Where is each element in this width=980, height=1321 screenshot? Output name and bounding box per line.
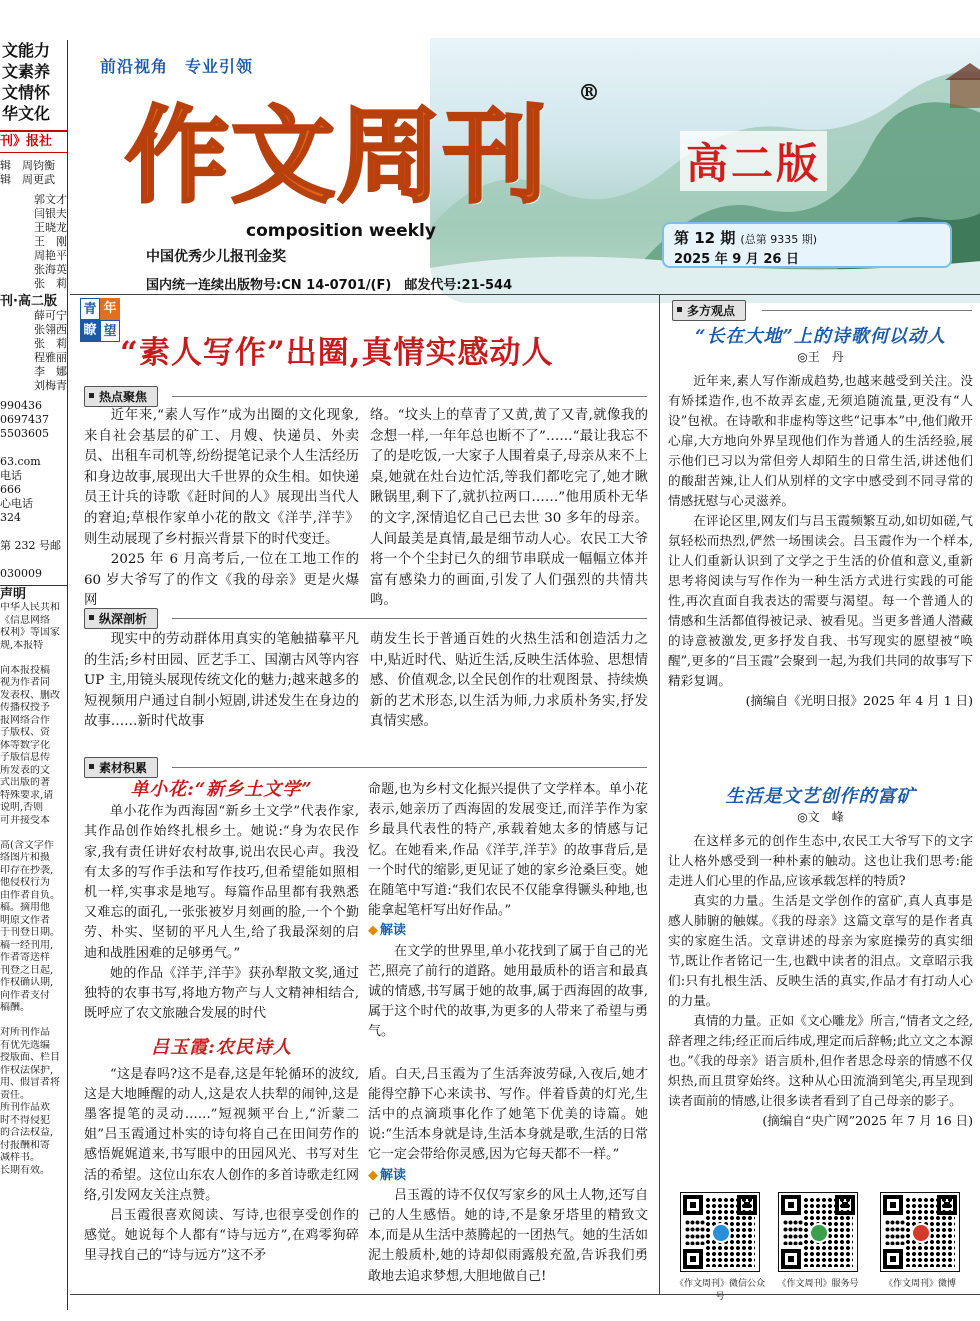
article1-source: (摘编自《光明日报》2025 年 4 月 1 日) (745, 693, 973, 708)
text-line: 郭文才 (34, 193, 67, 206)
text-line: 子版权、资 (0, 727, 50, 738)
right-article-1 (668, 322, 973, 709)
lv-yuxia-cont: 盾。白天,吕玉霞为了生活奔波劳碌,入夜后,她才能得空静下心来读书、写作。伴着昏黄的灯光,生活中的点滴琐事化作了她笔下优美的诗篇。她说:“生活本身就是诗,生活本身就是歌,生活的日常它一定会带给你灵感,因为它每天都不一样。” (368, 1066, 648, 1163)
section2-col2 (370, 630, 648, 733)
sidebar-staff-edition (0, 309, 67, 393)
text-line: 高(含文字作 (0, 839, 54, 851)
text-line: 666 (0, 483, 21, 496)
text-line (0, 827, 67, 840)
sidebar-contact (0, 399, 67, 581)
qr-code-icon (680, 1192, 760, 1272)
text-line: 王晓龙 (34, 221, 67, 234)
tag-rule (172, 767, 647, 768)
text-line: 刊登之日起, (0, 964, 54, 976)
text-line: 所刊作品欢 (0, 1102, 50, 1113)
text-line (0, 553, 67, 567)
section-tag-views (672, 300, 746, 321)
text-line: 明原文作者 (0, 914, 50, 926)
text-line: 《信息网络 (0, 614, 50, 626)
award-line: 中国优秀少儿报刊金奖 (146, 249, 286, 265)
subtitle-dan-xiaohua: 单小花:“新乡土文学” (130, 779, 313, 800)
paragraph: 真实的力量。生活是文学创作的富矿,真人真事是感人肺腑的触媒。《我的母亲》这篇文章写的是作者真实的家庭生活。文章讲述的母亲为家庭操劳的真实细节,既让作者铭记一生,也戳中读者的泪点。文章昭示我们:只有扎根生活、反映生活的真实,作品才有打动人心的力量。 (668, 893, 973, 1008)
header-divider (70, 294, 980, 295)
text-line: 式出版的著 (0, 777, 50, 788)
issn-line: 国内统一连续出版物号:CN 14-0701/(F) 邮发代号:21-544 (146, 278, 513, 293)
bottom-rule (70, 1294, 980, 1295)
text-line: 电话 (0, 469, 22, 482)
article2-author: ◎文 峰 (797, 810, 844, 824)
qr-code-icon (778, 1192, 858, 1272)
text-line: 张翎西 (34, 323, 67, 336)
paragraph: “这是春吗?这不是春,这是年轮循环的波纹,这是大地睡醒的动人,这是农人扶犁的闹钟,这是墨客提笔的灵动……”短视频平台上,“沂蒙二姐”吕玉霞通过朴实的诗句将自己在田间劳作的感悟娓娓道来,书写眼中的田园风光、书写对生活的希望。这位山东农人创作的多首诗歌走红网络,引发网友关注点赞。 (84, 1066, 359, 1203)
section3-col2 (368, 780, 648, 1287)
text-line: 程雅丽 (34, 351, 67, 364)
sidebar-notice-title: 声明 (0, 585, 67, 602)
badge-char-2: 年 (100, 298, 120, 320)
qr-label: 《作文周刊》微博 (883, 1279, 956, 1289)
left-sidebar (0, 40, 68, 1310)
text-line: 张海英 (34, 263, 67, 276)
text-line: 稿酬。 (0, 1002, 30, 1013)
section-tag-material (84, 757, 158, 778)
article1-body (668, 371, 973, 691)
text-line: 的合法权益, (0, 1127, 54, 1138)
edition-label: 高二版 (680, 131, 827, 191)
text-line: 文情怀 (2, 83, 51, 102)
text-line: 闫银夫 (34, 207, 67, 220)
text-line: 发表权、删改 (0, 689, 60, 701)
section-tag-depth (84, 608, 158, 629)
text-line: 规,本报特 (0, 639, 44, 651)
section2-col1-text: 现实中的劳动群体用真实的笔触描摹平凡的生活;乡村田园、匠艺手工、国潮古风等内容 UP 主,用镜头展现传统文化的魅力;越来越多的短视频用户通过自制小短剧,讲述发生在身边的故事……新时代故事 (84, 632, 359, 730)
text-line: 付报酬和寄 (0, 1139, 50, 1151)
text-line: 说明,否则 (0, 802, 44, 813)
text-line: 324 (0, 511, 21, 524)
main-headline: “素人写作”出圈,真情实感动人 (120, 335, 554, 371)
section3-col1 (84, 780, 359, 1267)
qr-service[interactable] (770, 1192, 866, 1289)
sidebar-slogans (0, 40, 67, 124)
column-badge (80, 298, 120, 350)
lv-yuxia-reading: 吕玉霞的诗不仅仅写家乡的风土人物,还写自己的人生感悟。她的诗,不是象牙塔里的精致文本,而是从生活中蒸腾起的一团热气。她的生活如泥土般质朴,她的诗却似雨露般充盈,告诉我们勇敢地去追求梦想,大胆地做自己! (368, 1187, 648, 1284)
text-line: 权利》等国家 (0, 627, 60, 638)
qr-code-icon (880, 1192, 960, 1272)
text-line: 张 莉 (34, 277, 67, 290)
paragraph: 在评论区里,网友们与吕玉霞频繁互动,如切如磋,气氛轻松而热烈,俨然一场围读会。吕玉霞作为一个样本,让人们重新认识到了文学之于生活的价值和意义,重新思考将阅读与写作作为一种生活方式进行实践的可能性,再次直面自我表达的需要与渴望。每一个普通人的情感和生活都值得被记录、被看见。当更多普通人潜藏的诗意被激发,更多抒发自我、书写现实的愿望被“唤醒”,更多的“吕玉霞”会聚到一起,为我们共同的故事写下精彩复调。 (668, 513, 973, 688)
text-line: 时不得侵犯 (0, 1114, 50, 1126)
badge-char-3: 瞭 (80, 320, 100, 342)
lv-yuxia-body (84, 1065, 359, 1267)
text-line: 对所刊作品 (0, 1027, 50, 1038)
subtitle-lv-yuxia: 吕玉霞:农民诗人 (151, 1037, 292, 1059)
text-line: 作权法保护, (0, 1064, 54, 1076)
section1-col2 (370, 406, 648, 612)
paragraph: 近年来,“素人写作”成为出圈的文化现象,来自社会基层的矿工、月嫂、快递员、外卖员、出租车司机等,纷纷提笔记录个人生活经历和身边故事,展现出大千世界的众生相。如快递员王计兵的诗歌《赶时间的人》展现出当代人的窘迫;草根作家单小花的散文《洋芋,洋芋》则生动展现了乡村振兴背景下的时代变迁。 (84, 408, 359, 547)
text-line: 向作者支付 (0, 989, 50, 1001)
text-line: 文素养 (2, 62, 51, 81)
text-line: 63.com (0, 455, 41, 468)
text-line: 责任。 (0, 1089, 30, 1101)
text-line: 用、假冒者将 (0, 1077, 60, 1088)
text-line: 第 232 号邮 (0, 539, 61, 552)
registered-mark: ® (578, 80, 600, 106)
sidebar-notice (0, 602, 67, 1177)
section1-col2-text: 络。“坟头上的草青了又黄,黄了又青,就像我的念想一样,一年年总也断不了”……“最让我忘不了的是吃饭,一大家子人围着桌子,母亲从来不上桌,她就在灶台边忙活,等我们都吃完了,她才瞅瞅锅里,剩下了,就扒拉两口……”他用质朴无华的文字,深情追忆自己已去世 30 多年的母亲。人间最美是真情,最是细节动人心。农民工大爷将一个个尘封已久的细节串联成一幅幅立体并富有感染力的画面,引发了人们强烈的共情共鸣。 (370, 408, 648, 609)
qr-label: 《作文周刊》服务号 (777, 1279, 859, 1289)
text-line: 他侵权行为 (0, 877, 50, 888)
issue-total: (总第 9335 期) (740, 233, 817, 246)
text-line: 5503605 (0, 427, 49, 440)
text-line: 辑 周更武 (0, 173, 55, 186)
paragraph: 近年来,素人写作渐成趋势,也越来越受到关注。没有矫揉造作,也不故弄玄虚,无须追随流量,更没有“人设”包袱。在诗歌和非虚构等这些“记事本”中,他们敞开心扉,大方地向外界呈现他们作为普通人的生活经验,展示他们已习以为常但旁人却陌生的日常生活,讲述他们的酸甜苦辣,让人们从别样的文字中感受到不同寻常的情感抚慰与心灵滋养。 (668, 373, 973, 508)
read-label-1: ◆ 解读 (368, 921, 648, 941)
sidebar-staff-editors (0, 159, 67, 187)
text-line: 稿一经刊用, (0, 939, 54, 951)
text-line (0, 441, 67, 455)
text-line: 由作者自负。 (0, 889, 60, 901)
paragraph: 吕玉霞很喜欢阅读、写诗,也很享受创作的感觉。她说每个人都有“诗与远方”,在鸡零狗碎里寻找自己的“诗与远方”这不矛 (84, 1208, 359, 1264)
logo-english: composition weekly (246, 221, 436, 241)
dan-xiaohua-cont: 命题,也为乡村文化振兴提供了文学样本。单小花表示,她亲历了西海固的发展变迁,而洋芋作为家乡最具代表性的特产,承载着她太多的情感与记忆。在她看来,作品《洋芋,洋芋》的故事背后,是一个时代的缩影,更见证了她的家乡沧桑巨变。她在随笔中写道:“我们农民不仅能拿得镢头种地,也能拿起笔杆写出好作品。” (368, 782, 648, 919)
text-line (0, 652, 67, 665)
newspaper-logo-title: 作文周刊 (125, 94, 550, 217)
tag-label: 热点聚焦 (84, 386, 158, 407)
text-line: 特殊要求,请 (0, 789, 54, 801)
qr-label: 《作文周刊》微信公众号 (674, 1279, 765, 1302)
badge-char-1: 青 (80, 298, 100, 320)
text-line (0, 525, 67, 539)
text-line: 子版信息传 (0, 752, 50, 763)
text-line: 心电话 (0, 497, 33, 510)
paragraph: 真情的力量。正如《文心雕龙》所言,“情者文之经,辞者理之纬;经正而后纬成,理定而后辞畅;此立文之本源也。”《我的母亲》语言质朴,但作者思念母亲的情感不仅炽热,而且贯穿始终。这种从心田流淌到笔尖,再呈现到读者面前的情感,让很多读者看到了自己母亲的影子。 (668, 1013, 973, 1108)
issue-info-box (662, 222, 952, 268)
text-line: 向本报投稿 (0, 664, 50, 676)
masthead-slogan: 前沿视角 专业引领 (100, 57, 254, 76)
read-label-2: ◆ 解读 (368, 1166, 648, 1186)
text-line: 王 刚 (34, 235, 67, 248)
text-line: 华文化 (2, 104, 51, 123)
text-line: 络图片和摄 (0, 852, 50, 863)
tag-label: 素材积累 (84, 757, 158, 778)
dan-xiaohua-body (84, 802, 359, 1024)
tag-label: 纵深剖析 (84, 608, 158, 629)
text-line: 可并接受本 (0, 814, 50, 826)
text-line: 0697437 (0, 413, 49, 426)
sidebar-press: 刊》报社 (0, 130, 67, 153)
text-line: 张 莉 (34, 337, 67, 350)
text-line: 减样书。 (0, 1152, 40, 1163)
text-line: 中华人民共和 (0, 602, 60, 613)
article2-title: 生活是文艺创作的富矿 (725, 786, 916, 807)
tag-rule (172, 618, 647, 619)
text-line: 体等数字化 (0, 739, 50, 751)
section1-col1 (84, 406, 359, 612)
text-line: 周艳平 (34, 249, 67, 262)
dan-xiaohua-reading: 在文学的世界里,单小花找到了属于自己的光芒,照亮了前行的道路。她用最质朴的语言和最真诚的情感,书写属于她的故事,属于西海固的故事,属于这个时代的故事,为更多的人带来了希望与勇气。 (368, 943, 648, 1040)
text-line: 视为作者同 (0, 677, 50, 688)
article2-source: (摘编自“央广网”2025 年 7 月 16 日) (762, 1113, 973, 1128)
tag-rule (172, 396, 647, 397)
text-line: 传播权授予 (0, 702, 50, 713)
qr-wechat-official[interactable] (672, 1192, 768, 1302)
article1-author: ◎王 丹 (797, 350, 844, 364)
paragraph: 她的作品《洋芋,洋芋》获孙犁散文奖,通过独特的农事书写,将地方物产与人文精神相结合,既呼应了农文旅融合发展的时代 (84, 965, 359, 1022)
text-line: 030009 (0, 567, 42, 580)
text-line: 薛可宁 (34, 309, 67, 322)
tag-label: 多方观点 (672, 300, 746, 321)
text-line: 报网络合作 (0, 714, 50, 726)
text-line: 于刊登日期。 (0, 927, 60, 938)
text-line: 李 娜 (34, 365, 67, 378)
badge-char-4: 望 (100, 320, 120, 342)
text-line: 作者寄送样 (0, 952, 50, 963)
paragraph: 在这样多元的创作生态中,农民工大爷写下的文字让人格外感受到一种朴素的触动。这也让我们思考:能走进人们心里的作品,应该承载怎样的特质? (668, 833, 973, 888)
text-line (0, 1015, 67, 1028)
masthead (70, 38, 980, 323)
text-line: 刘梅青 (34, 379, 67, 392)
text-line: 印存在抄袭, (0, 864, 54, 876)
right-article-2 (668, 782, 973, 1129)
text-line: 稿。摘用他 (0, 902, 50, 913)
right-column-divider (659, 294, 660, 1294)
issue-number: 第 12 期 (674, 229, 736, 247)
tag-rule (762, 310, 972, 311)
article2-body (668, 831, 973, 1111)
article1-title: “长在大地”上的诗歌何以动人 (695, 326, 946, 347)
section2-col1 (84, 630, 359, 733)
paragraph: 2025 年 6 月高考后,一位在工地工作的 60 岁大爷写了的作文《我的母亲》更是火爆网 (84, 552, 359, 609)
text-line: 有优先选编 (0, 1039, 50, 1051)
text-line: 990436 (0, 399, 42, 412)
text-line: 授版面、栏目 (0, 1052, 60, 1063)
paragraph: 单小花作为西海固“新乡土文学”代表作家,其作品创作始终扎根乡土。她说:“身为农民作家,我有责任讲好农村故事,说出农民心声。我没有太多的写作手法和写作技巧,但希望能如照相机一样,实事求是地写。每篇作品里都有我熟悉又难忘的面孔,一张张被岁月刻画的脸,一个个勤劳、朴实、坚韧的平凡人生,给了我最深刻的启迪和战胜困难的足够勇气。” (84, 804, 359, 961)
text-line: 所发表的文 (0, 764, 50, 776)
sidebar-edition: 刊·高二版 (0, 294, 57, 309)
sidebar-staff-list (0, 193, 67, 291)
text-line: 文能力 (2, 41, 51, 60)
issue-date: 2025 年 9 月 26 日 (674, 252, 799, 267)
qr-weibo[interactable] (870, 1192, 970, 1289)
text-line: 长期有效。 (0, 1164, 50, 1176)
text-line: 作权确认期, (0, 977, 54, 988)
section2-col2-text: 萌发生长于普通百姓的火热生活和创造活力之中,贴近时代、贴近生活,反映生活体验、思想情感、价值观念,以全民创作的壮观图景、持续焕新的艺术形态,以生活为师,力求质朴务实,抒发真情实感。 (370, 632, 648, 730)
text-line: 辑 周钧衡 (0, 159, 55, 172)
section-tag-hot (84, 386, 158, 407)
